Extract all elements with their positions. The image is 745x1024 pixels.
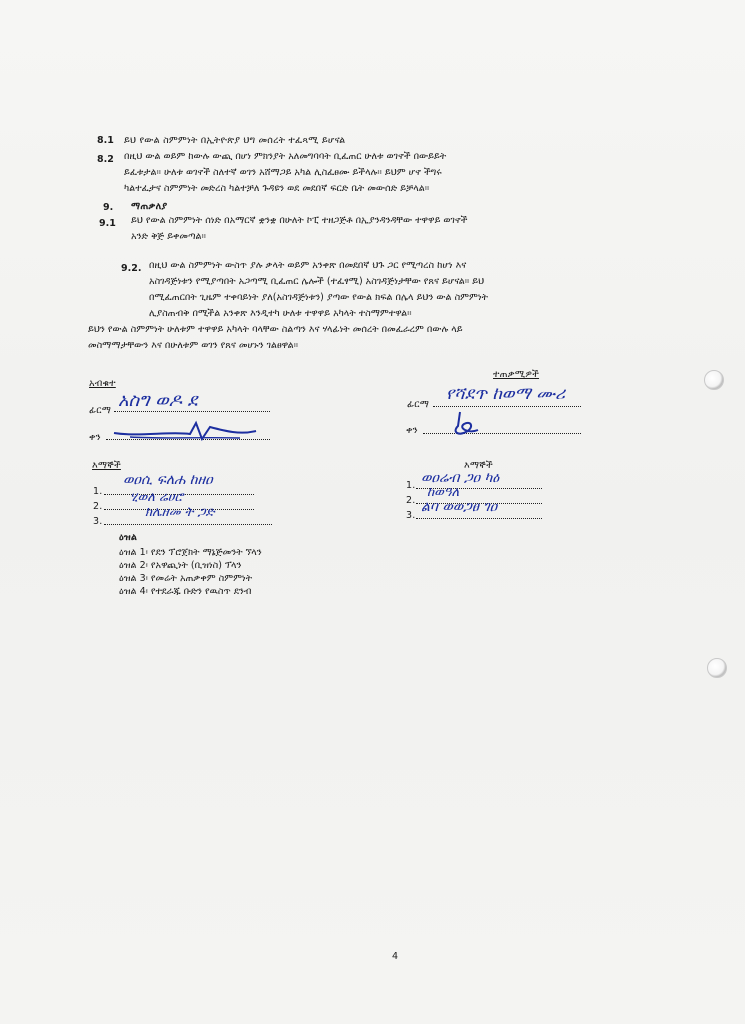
right-witness-handwriting: ወዐሬብ ጋዐ ካዕ xyxy=(421,470,500,486)
left-witnesses-heading: እማኞች xyxy=(92,460,121,471)
section-number-9: 9. xyxy=(103,202,114,213)
left-witness-number: 2. xyxy=(93,501,103,512)
clause-8-2-line: በዚህ ውል ወይም ከውሉ ውጪ በሆነ ምክንያት አለመግባባት ቢፈጠር ሁለቱ ወገኖች በውይይት xyxy=(124,151,447,162)
clause-number-9-1: 9.1 xyxy=(99,218,116,229)
left-witness-number: 3. xyxy=(93,516,103,527)
punch-hole xyxy=(707,658,727,678)
section-9-heading: ማጠቃለያ xyxy=(131,201,168,212)
right-signature-line xyxy=(433,406,581,407)
annex-item: ዕዝል 2፡ የአዋጪነት (ቢዝነስ) ፕላን xyxy=(119,560,242,571)
left-witness-handwriting: ክሌዘመ ት ጋድ xyxy=(145,505,215,520)
clause-number-8-1: 8.1 xyxy=(97,135,114,146)
left-signature-line xyxy=(114,411,270,412)
clause-number-8-2: 8.2 xyxy=(97,154,114,165)
left-signature-label: ፊርማ xyxy=(89,405,112,416)
left-witness-line xyxy=(104,524,272,525)
right-party-heading: ተጠቃሚዎች xyxy=(493,369,540,380)
left-party-heading: አብቁተ xyxy=(89,378,116,389)
clause-9-2-text xyxy=(149,258,488,322)
left-date-scribble xyxy=(110,417,260,443)
left-signature-handwriting: አስግ ወዶ ደ xyxy=(118,390,198,411)
left-witness-handwriting: ሂወለ ሬሀሮ xyxy=(130,490,184,505)
right-witness-number: 1. xyxy=(406,480,416,491)
right-date-label: ቀን xyxy=(406,425,418,436)
closing-paragraph xyxy=(88,322,463,354)
right-witness-number: 2. xyxy=(406,495,416,506)
clause-9-1-line: አንድ ቅጅ ይቀመጣል። xyxy=(131,231,206,242)
right-date-line xyxy=(423,433,581,434)
annex-heading: ዕዝል xyxy=(119,532,138,543)
right-witness-number: 3. xyxy=(406,510,416,521)
left-witness-handwriting: ወዐሲ ፍለሐ ከዘዐ xyxy=(123,472,213,488)
clause-8-2-line: ካልተፈታና ስምምነት መድረስ ካልተቻለ ጉዳዩን ወደ መደበኛ ፍርድ ቤት መውሰድ ይቻላል። xyxy=(124,183,430,194)
left-date-label: ቀን xyxy=(89,432,101,443)
page-number: 4 xyxy=(392,951,399,962)
left-witness-number: 1. xyxy=(93,486,103,497)
clause-8-2-line: ይፈቱታል። ሁለቱ ወገኖች ስለተኛ ወገን አሸማጋይ አካል ሊስፈፀሙ ይችላሉ። ይህም ሆኖ ችግሩ xyxy=(124,167,442,178)
clause-8-2-text xyxy=(124,149,446,197)
annex-list xyxy=(119,546,262,598)
clause-9-2-line: አስገዳጅነቱን የሚያጣበት አጋጣሚ ቢፈጠር ሌሎች (ተፈፃሚ) አስገዳጅነታቸው የጸና ይሆናል። ይህ xyxy=(149,276,485,287)
right-witness-handwriting: ልባ ወወጋፀ ገዐ xyxy=(421,499,498,515)
annex-item: ዕዝል 3፡ የመሬት አጠቃቀም ስምምነት xyxy=(119,573,253,584)
clause-9-1-text xyxy=(131,213,467,245)
closing-line: መስማማታቸውን እና በሁለቱም ወገን የጸና መሆኑን ገልፀዋል። xyxy=(88,340,299,351)
right-signature-label: ፊርማ xyxy=(407,399,430,410)
clause-number-9-2: 9.2. xyxy=(121,263,142,274)
clause-9-2-line: በሚፈጠርበት ጊዜም ተቀባይነት ያለ(አስገዳጅነቱን) ያጣው የውል ክፍል በሌላ ይህን ውል ስምምነት xyxy=(149,292,489,303)
clause-9-1-line: ይህ የውል ስምምነት ሰነድ በአማርኛ ቋንቋ በሁለት ኮፒ ተዘጋጅቶ በኢያንዳንዳቸው ተዋዋይ ወገኖች xyxy=(131,215,468,226)
right-witnesses-heading: እማኞች xyxy=(464,460,493,471)
clause-9-2-line: በዚህ ውል ስምምነት ውስጥ ያሉ ቃላት ወይም አንቀጽ በመደበኛ ህጉ ጋር የሚጣረስ ከሆነ እና xyxy=(149,260,467,271)
annex-item: ዕዝል 4፡ የተደራጁ ቡድን የዉስጥ ደንብ xyxy=(119,586,252,597)
right-witness-line xyxy=(416,518,542,519)
right-signature-handwriting: የሻደጥ ከወማ ሙሪ xyxy=(446,384,566,404)
clause-8-1-text: ይህ የውል ስምምነት በኢትዮጵያ ህግ መሰረት ተፈጻሚ ይሆናል xyxy=(124,135,346,146)
right-date-scribble xyxy=(448,410,482,438)
annex-item: ዕዝል 1፡ የደን ፕሮጀክት ማኔጅመንት ኘላን xyxy=(119,547,262,558)
right-witness-handwriting: ከወዓለ xyxy=(427,485,460,500)
clause-9-2-line: ሊያስጠብቅ በሚችል አንቀጽ እንዲተካ ሁለቱ ተዋዋይ አካላት ተስማምተዋል። xyxy=(149,308,412,319)
closing-line: ይህን የውል ስምምነት ሁለቱም ተዋዋይ አካላት ባላቸው ስልጣን እና ሃላፊነት መሰረት በመፈራረም በውሉ ላይ xyxy=(88,324,463,335)
punch-hole xyxy=(704,370,724,390)
